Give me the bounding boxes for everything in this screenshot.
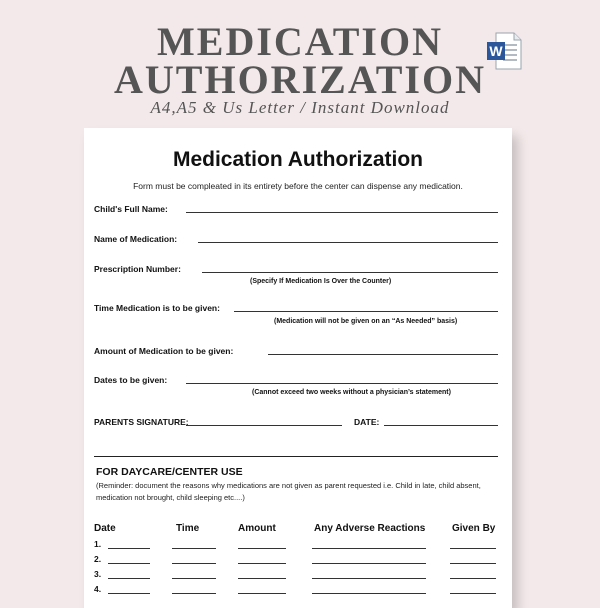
row-number: 1.	[94, 539, 102, 549]
word-document-icon	[486, 32, 522, 70]
prescription-number-label: Prescription Number:	[94, 264, 181, 274]
table-cell-line[interactable]	[312, 563, 426, 564]
medication-name-label: Name of Medication:	[94, 234, 178, 244]
section-divider	[94, 456, 498, 457]
document-title: Medication Authorization	[172, 148, 424, 171]
table-cell-line[interactable]	[238, 548, 286, 549]
date-line[interactable]	[384, 425, 498, 426]
row-number: 4.	[94, 584, 102, 594]
time-note: (Medication will not be given on an “As Needed” basis)	[274, 318, 458, 325]
table-cell-line[interactable]	[238, 578, 286, 579]
column-header-given-by: Given By	[452, 523, 496, 534]
document-intro: Form must be compleated in its entirety before the center can dispense any medication.	[133, 181, 463, 191]
table-cell-line[interactable]	[172, 548, 216, 549]
table-cell-line[interactable]	[108, 548, 150, 549]
banner-title-line1: MEDICATION	[157, 19, 443, 64]
table-cell-line[interactable]	[238, 593, 286, 594]
prescription-number-line[interactable]	[202, 272, 498, 273]
child-name-label: Child's Full Name:	[94, 204, 168, 214]
table-cell-line[interactable]	[172, 593, 216, 594]
table-cell-line[interactable]	[172, 563, 216, 564]
child-name-line[interactable]	[186, 212, 498, 213]
table-cell-line[interactable]	[108, 593, 150, 594]
form-document	[84, 128, 512, 608]
banner-title-line2: AUTHORIZATION	[114, 57, 486, 102]
dates-line[interactable]	[186, 383, 498, 384]
daycare-heading: FOR DAYCARE/CENTER USE	[96, 466, 243, 478]
table-cell-line[interactable]	[172, 578, 216, 579]
table-cell-line[interactable]	[450, 578, 496, 579]
parent-signature-label: PARENTS SIGNATURE:	[94, 417, 189, 427]
word-icon-letter: W	[489, 43, 503, 59]
banner-subtitle: A4,A5 & Us Letter / Instant Download	[150, 98, 450, 117]
amount-label: Amount of Medication to be given:	[94, 346, 234, 356]
time-given-line[interactable]	[234, 311, 498, 312]
amount-line[interactable]	[268, 354, 498, 355]
parent-signature-line[interactable]	[186, 425, 342, 426]
prescription-note: (Specify If Medication Is Over the Counter)	[250, 278, 392, 285]
table-cell-line[interactable]	[108, 578, 150, 579]
table-cell-line[interactable]	[312, 593, 426, 594]
medication-name-line[interactable]	[198, 242, 498, 243]
table-cell-line[interactable]	[238, 563, 286, 564]
column-header-adverse-reactions: Any Adverse Reactions	[314, 523, 426, 534]
table-cell-line[interactable]	[108, 563, 150, 564]
time-given-label: Time Medication is to be given:	[94, 303, 220, 313]
dates-note: (Cannot exceed two weeks without a physician’s statement)	[252, 389, 451, 396]
daycare-reminder: (Reminder: document the reasons why medications are not given as parent requested i.e. Child in late, child absent, medication not brought, child sleeping etc....)	[96, 481, 481, 502]
table-cell-line[interactable]	[312, 548, 426, 549]
table-cell-line[interactable]	[450, 548, 496, 549]
column-header-time: Time	[176, 523, 200, 534]
dates-label: Dates to be given:	[94, 375, 168, 385]
table-cell-line[interactable]	[312, 578, 426, 579]
row-number: 3.	[94, 569, 102, 579]
date-label: DATE:	[354, 417, 380, 427]
column-header-date: Date	[94, 523, 116, 534]
table-cell-line[interactable]	[450, 563, 496, 564]
table-cell-line[interactable]	[450, 593, 496, 594]
row-number: 2.	[94, 554, 102, 564]
column-header-amount: Amount	[238, 523, 276, 534]
